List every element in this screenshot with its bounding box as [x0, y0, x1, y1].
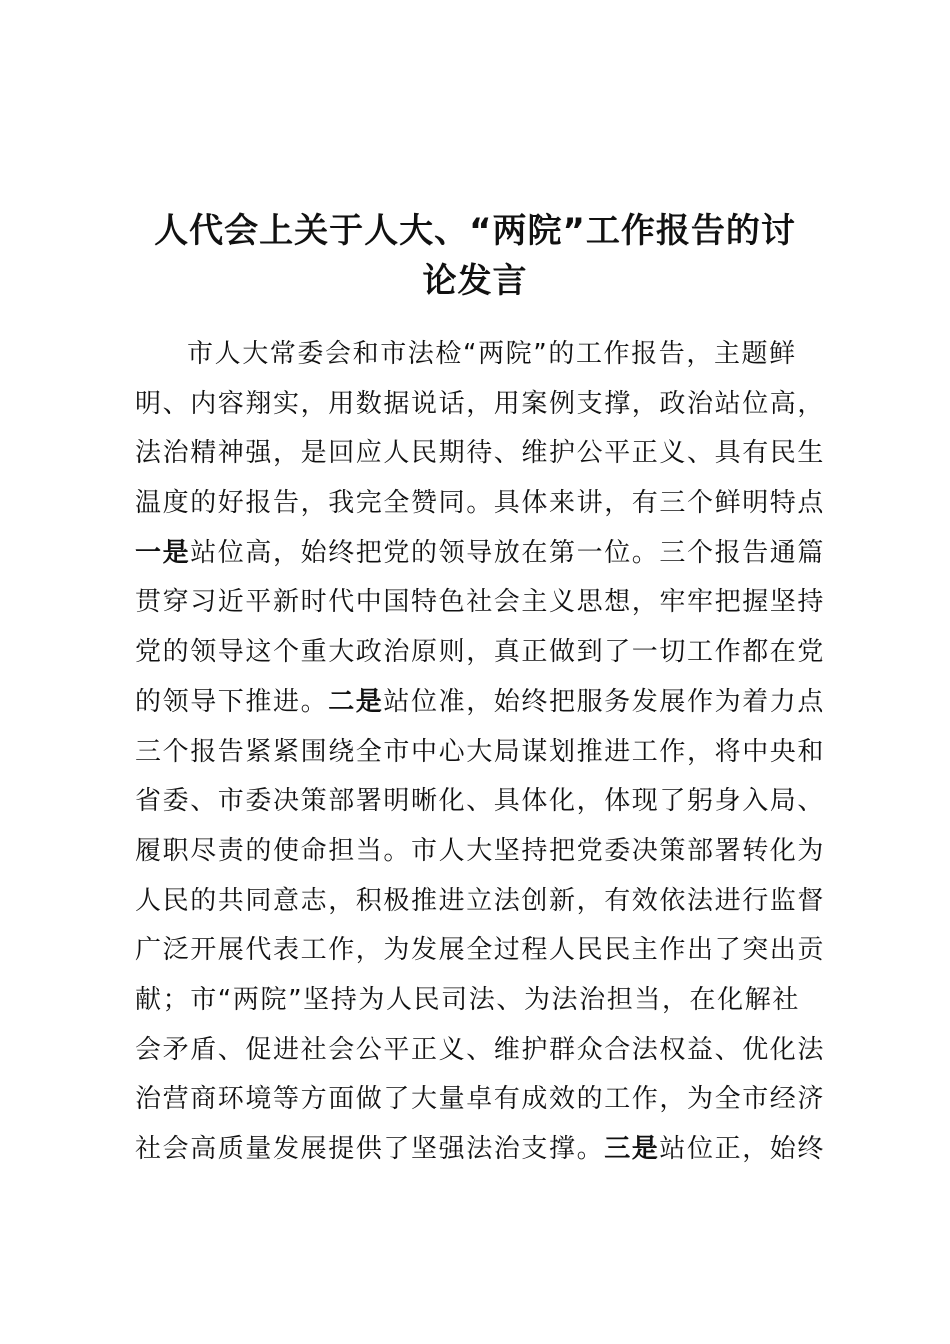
- body-line: [135, 976, 835, 1026]
- text-segment: 献；市“两院”坚持为人民司法、为法治担当，在化解社: [135, 984, 800, 1015]
- text-segment: 会矛盾、促进社会公平正义、维护群众合法权益、优化法: [135, 1034, 826, 1065]
- text-segment: 治营商环境等方面做了大量卓有成效的工作，为全市经济: [135, 1084, 826, 1115]
- bold-text-segment: 二是: [328, 686, 384, 717]
- text-segment: 的领导下推进。: [135, 686, 329, 717]
- title-line-1: 人代会上关于人大、“两院”工作报告的讨: [154, 211, 796, 251]
- body-line: [135, 1125, 835, 1175]
- body-line: [135, 380, 835, 430]
- body-line: [135, 1075, 835, 1125]
- text-segment: 贯穿习近平新时代中国特色社会主义思想，牢牢把握坚持: [135, 587, 826, 618]
- text-segment: 法治精神强，是回应人民期待、维护公平正义、具有民生: [135, 438, 826, 469]
- body-line: [135, 827, 835, 877]
- text-segment: 站位准，始终把服务发展作为着力点: [383, 686, 826, 717]
- body-line: [135, 877, 835, 927]
- text-segment: 人民的共同意志，积极推进立法创新，有效依法进行监督: [135, 885, 826, 916]
- text-segment: 温度的好报告，我完全赞同。具体来讲，有三个鲜明特点: [135, 488, 826, 519]
- text-segment: 省委、市委决策部署明晰化、具体化，体现了躬身入局、: [135, 786, 826, 817]
- body-line: [135, 678, 835, 728]
- body-line: [135, 479, 835, 529]
- body-line: [135, 330, 835, 380]
- body-line: [135, 777, 835, 827]
- text-segment: 三个报告紧紧围绕全市中心大局谋划推进工作，将中央和: [135, 736, 826, 767]
- document-title: [120, 206, 830, 306]
- text-segment: 站位正，始终: [659, 1134, 826, 1164]
- text-segment: 明、内容翔实，用数据说话，用案例支撑，政治站位高，: [135, 388, 826, 419]
- text-segment: 市人大常委会和市法检“两院”的工作报告，主题鲜: [187, 339, 797, 369]
- title-line-2: 论发言: [422, 261, 528, 301]
- body-line: [135, 628, 835, 678]
- text-segment: 党的领导这个重大政治原则，真正做到了一切工作都在党: [135, 637, 826, 668]
- bold-text-segment: 三是: [604, 1134, 660, 1164]
- body-line: [135, 728, 835, 778]
- body-line: [135, 429, 835, 479]
- text-segment: 履职尽责的使命担当。市人大坚持把党委决策部署转化为: [135, 835, 826, 866]
- body-line: [135, 529, 835, 579]
- text-segment: 社会高质量发展提供了坚强法治支撑。: [135, 1134, 605, 1164]
- body-line: [135, 926, 835, 976]
- text-segment: 广泛开展代表工作，为发展全过程人民民主作出了突出贡: [135, 935, 826, 966]
- body-line: [135, 1026, 835, 1076]
- text-segment: 站位高，始终把党的领导放在第一位。三个报告通篇: [190, 537, 826, 568]
- bold-text-segment: 一是: [135, 537, 191, 568]
- body-line: [135, 578, 835, 628]
- document-body: [135, 330, 835, 1175]
